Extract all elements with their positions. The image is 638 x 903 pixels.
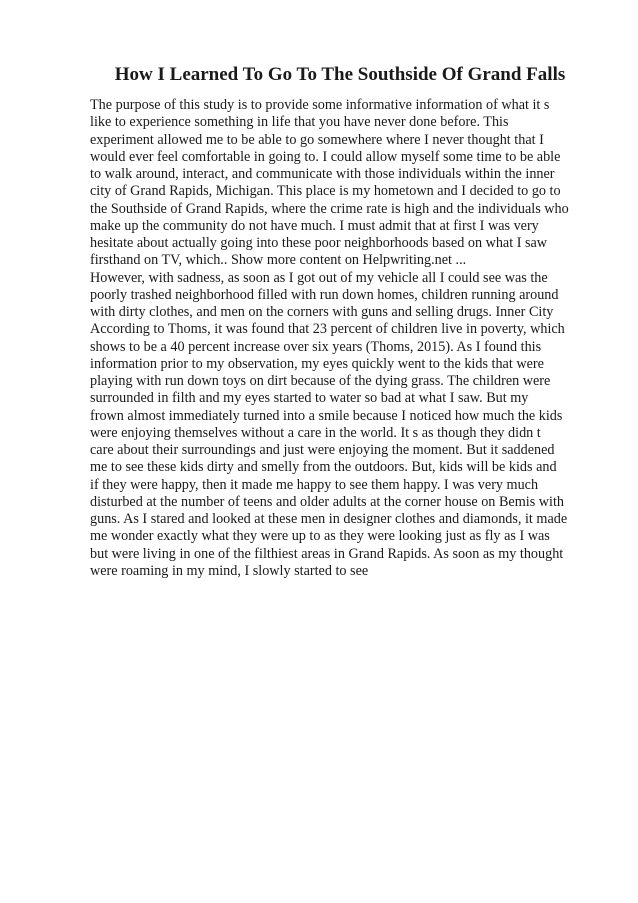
body-line: surrounded in filth and my eyes started to water so bad at what I saw. But my [90,390,529,407]
body-line: poorly trashed neighborhood filled with run down homes, children running around [90,286,559,303]
body-line: with dirty clothes, and men on the corners with guns and selling drugs. Inner City [90,304,554,320]
document-title: How I Learned To Go To The Southside Of Grand Falls [114,64,566,85]
body-line: However, with sadness, as soon as I got out of my vehicle all I could see was the [90,269,548,286]
body-line: playing with run down toys on dirt because of the dying grass. The children were [90,373,551,389]
body-line: like to experience something in life that you have never done before. This [90,114,509,131]
body-line: to walk around, interact, and communicate with those individuals within the inner [90,166,555,182]
body-line: care about their surroundings and just were enjoying the moment. But it saddened [90,442,555,458]
body-line: According to Thoms, it was found that 23 percent of children live in poverty, which [90,321,565,338]
body-line: me wonder exactly what they were up to as they were looking just as fly as I was [90,528,550,545]
body-line: guns. As I stared and looked at these men in designer clothes and diamonds, it made [90,511,568,527]
body-line: frown almost immediately turned into a smile because I noticed how much the kids [90,407,563,424]
body-line: The purpose of this study is to provide some informative information of what it s [90,97,550,113]
body-line: if they were happy, then it made me happy to see them happy. I was very much [90,476,539,493]
body-line: information prior to my observation, my eyes quickly went to the kids that were [90,355,544,372]
body-line: firsthand on TV, which.. Show more content on Helpwriting.net ... [90,252,467,269]
document-body [90,97,569,580]
body-line: were roaming in my mind, I slowly started to see [90,562,369,579]
body-line: would ever feel comfortable in going to. I could allow myself some time to be able [90,148,561,165]
body-line: were enjoying themselves without a care in the world. It s as though they didn t [90,424,541,441]
body-line: but were living in one of the filthiest areas in Grand Rapids. As soon as my thought [90,545,564,562]
body-line: me to see these kids dirty and smelly from the outdoors. But, kids will be kids and [90,459,557,476]
body-line: the Southside of Grand Rapids, where the crime rate is high and the individuals who [90,200,569,217]
body-line: hesitate about actually going into these poor neighborhoods based on what I saw [90,235,548,251]
body-line: experiment allowed me to be able to go somewhere where I never thought that I [90,131,544,148]
body-line: disturbed at the number of teens and older adults at the corner house on Bemis with [90,493,564,510]
body-line: make up the community do not have much. I must admit that at first I was very [90,217,539,234]
body-line: city of Grand Rapids, Michigan. This place is my hometown and I decided to go to [90,183,561,200]
body-line: shows to be a 40 percent increase over six years (Thoms, 2015). As I found this [90,338,542,355]
